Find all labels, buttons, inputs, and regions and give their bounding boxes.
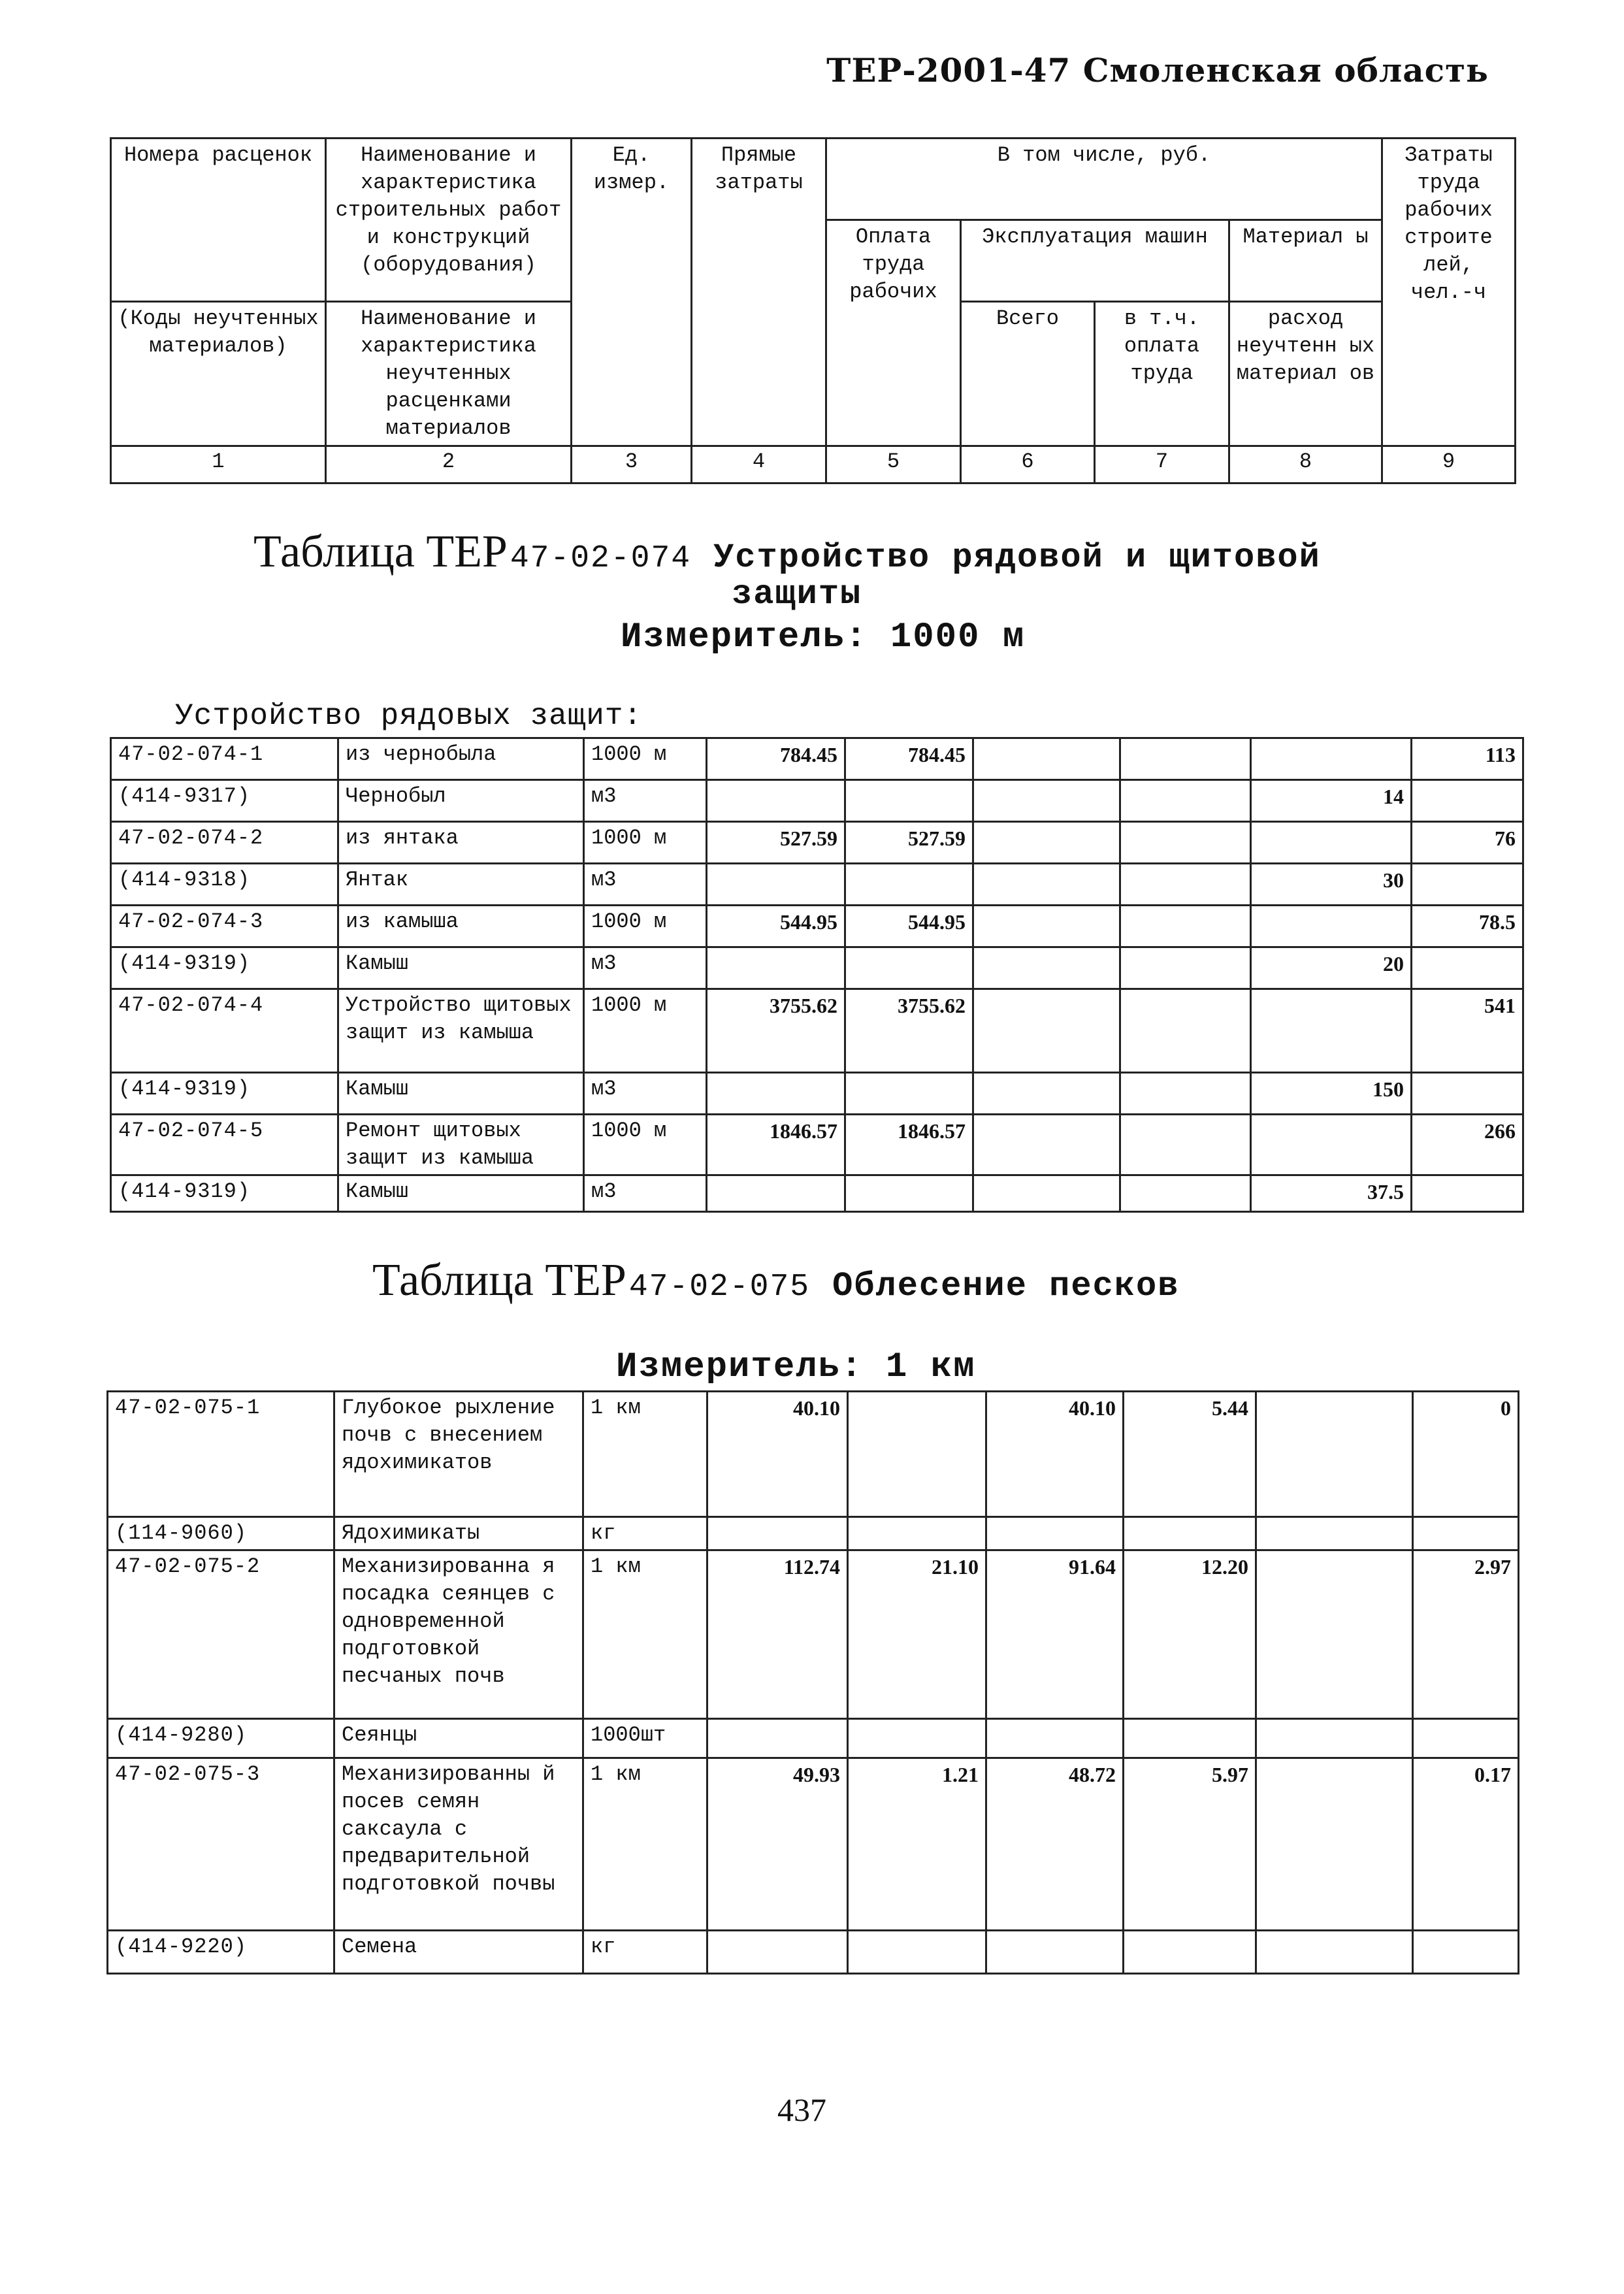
row-materials <box>1256 1392 1413 1517</box>
row-code: (414-9220) <box>108 1931 334 1974</box>
row-machines-labor <box>1124 1719 1256 1758</box>
row-labor-hours: 2.97 <box>1413 1550 1519 1719</box>
table74-title <box>253 526 1321 578</box>
table74-title-prefix: Таблица ТЕР <box>253 527 508 577</box>
row-materials <box>1256 1517 1413 1550</box>
header-codes: Номера расценок <box>111 139 326 302</box>
header-machines: Эксплуатация машин <box>961 220 1229 302</box>
col-number: 9 <box>1382 446 1516 483</box>
table-row <box>111 780 1523 822</box>
row-labor-hours <box>1412 947 1523 989</box>
row-machines-labor <box>1124 1517 1256 1550</box>
row-direct-costs: 784.45 <box>707 738 845 780</box>
row-name: Янтак <box>338 864 584 906</box>
col-number: 1 <box>111 446 326 483</box>
row-unit: м3 <box>584 864 707 906</box>
row-direct-costs <box>707 1073 845 1115</box>
table-row <box>111 906 1523 947</box>
header-including: В том числе, руб. <box>826 139 1382 220</box>
table-row <box>108 1392 1519 1517</box>
header-machines-labor: в т.ч. оплата труда <box>1095 302 1229 446</box>
row-direct-costs <box>707 1931 848 1974</box>
row-direct-costs <box>707 947 845 989</box>
row-name: Камыш <box>338 947 584 989</box>
row-unit: 1000 м <box>584 906 707 947</box>
table74-meter: Измеритель: 1000 м <box>621 617 1026 657</box>
row-unit: м3 <box>584 780 707 822</box>
row-labor-pay <box>845 1175 973 1212</box>
row-materials <box>1251 822 1412 864</box>
row-labor-hours <box>1412 780 1523 822</box>
row-labor-pay: 21.10 <box>848 1550 986 1719</box>
row-materials <box>1256 1931 1413 1974</box>
row-unit: 1 км <box>583 1550 707 1719</box>
row-labor-hours: 0.17 <box>1413 1758 1519 1931</box>
table-row <box>108 1517 1519 1550</box>
row-labor-hours <box>1413 1719 1519 1758</box>
row-machines-labor <box>1120 947 1251 989</box>
row-labor-pay <box>848 1392 986 1517</box>
row-machines-labor <box>1120 822 1251 864</box>
table-row <box>111 1175 1523 1212</box>
row-name: Сеянцы <box>334 1719 583 1758</box>
row-materials: 37.5 <box>1251 1175 1412 1212</box>
row-labor-pay <box>845 864 973 906</box>
row-labor-hours: 113 <box>1412 738 1523 780</box>
row-code: (414-9317) <box>111 780 338 822</box>
row-machines-total <box>986 1719 1124 1758</box>
row-materials <box>1256 1758 1413 1931</box>
row-labor-pay <box>848 1931 986 1974</box>
row-code: 47-02-075-2 <box>108 1550 334 1719</box>
row-direct-costs: 3755.62 <box>707 989 845 1073</box>
row-direct-costs: 49.93 <box>707 1758 848 1931</box>
row-direct-costs <box>707 780 845 822</box>
row-machines-labor <box>1120 906 1251 947</box>
row-machines-labor <box>1120 1115 1251 1175</box>
row-machines-total <box>986 1931 1124 1974</box>
row-materials: 20 <box>1251 947 1412 989</box>
col-number: 2 <box>326 446 572 483</box>
row-unit: 1000 м <box>584 738 707 780</box>
row-unit: кг <box>583 1517 707 1550</box>
row-machines-labor: 5.44 <box>1124 1392 1256 1517</box>
row-code: 47-02-075-1 <box>108 1392 334 1517</box>
row-unit: м3 <box>584 947 707 989</box>
row-name: из янтака <box>338 822 584 864</box>
row-machines-labor: 12.20 <box>1124 1550 1256 1719</box>
row-unit: м3 <box>584 1175 707 1212</box>
table-row <box>108 1550 1519 1719</box>
row-machines-total <box>973 780 1120 822</box>
row-labor-hours <box>1413 1931 1519 1974</box>
table74-title-name: Устройство рядовой и щитовой <box>713 538 1321 577</box>
row-direct-costs <box>707 1175 845 1212</box>
row-unit: 1 км <box>583 1392 707 1517</box>
table-row <box>111 1073 1523 1115</box>
row-code: 47-02-074-4 <box>111 989 338 1073</box>
table-row <box>111 947 1523 989</box>
row-machines-total <box>973 1115 1120 1175</box>
table74 <box>110 737 1524 1213</box>
row-machines-labor <box>1120 864 1251 906</box>
row-labor-hours <box>1412 864 1523 906</box>
row-machines-total <box>986 1517 1124 1550</box>
row-machines-total <box>973 738 1120 780</box>
row-code: (414-9319) <box>111 1073 338 1115</box>
row-labor-pay: 527.59 <box>845 822 973 864</box>
row-code: (114-9060) <box>108 1517 334 1550</box>
row-machines-total: 48.72 <box>986 1758 1124 1931</box>
row-unit: 1000шт <box>583 1719 707 1758</box>
row-labor-hours <box>1412 1073 1523 1115</box>
row-machines-total <box>973 1175 1120 1212</box>
row-labor-pay: 1846.57 <box>845 1115 973 1175</box>
header-name: Наименование и характеристика строительных работ и конструкций (оборудования) <box>326 139 572 302</box>
row-machines-total <box>973 906 1120 947</box>
row-name: Камыш <box>338 1073 584 1115</box>
table75-title <box>372 1254 1179 1307</box>
header-material-consumption: расход неучтенн ых материал ов <box>1229 302 1382 446</box>
table75-title-prefix: Таблица ТЕР <box>372 1255 626 1305</box>
header-material-names: Наименование и характеристика неучтенных расценками материалов <box>326 302 572 446</box>
table75-title-code: 47-02-075 <box>628 1270 811 1305</box>
table74-title-line2 <box>732 575 862 614</box>
row-labor-pay <box>848 1719 986 1758</box>
row-code: (414-9319) <box>111 1175 338 1212</box>
row-labor-pay: 784.45 <box>845 738 973 780</box>
table-row <box>108 1758 1519 1931</box>
page-number: 437 <box>777 2091 826 2128</box>
header-labor-pay: Оплата труда рабочих <box>826 220 961 446</box>
col-number: 7 <box>1095 446 1229 483</box>
row-labor-hours <box>1412 1175 1523 1212</box>
row-labor-pay <box>848 1517 986 1550</box>
row-labor-pay <box>845 780 973 822</box>
row-labor-hours: 266 <box>1412 1115 1523 1175</box>
row-code: 47-02-074-1 <box>111 738 338 780</box>
row-labor-pay: 544.95 <box>845 906 973 947</box>
row-machines-total <box>973 822 1120 864</box>
row-materials: 14 <box>1251 780 1412 822</box>
table-row <box>111 989 1523 1073</box>
col-number: 3 <box>572 446 692 483</box>
row-machines-total <box>973 1073 1120 1115</box>
table75-title-name: Облесение песков <box>832 1267 1180 1305</box>
row-labor-hours: 0 <box>1413 1392 1519 1517</box>
row-name: Семена <box>334 1931 583 1974</box>
row-name: Ремонт щитовых защит из камыша <box>338 1115 584 1175</box>
row-name: Чернобыл <box>338 780 584 822</box>
header-direct-costs: Прямые затраты <box>692 139 826 446</box>
row-machines-labor <box>1124 1931 1256 1974</box>
row-code: (414-9280) <box>108 1719 334 1758</box>
row-machines-labor: 5.97 <box>1124 1758 1256 1931</box>
document-title: ТЕР-2001-47 Смоленская область <box>826 51 1489 90</box>
row-machines-labor <box>1120 989 1251 1073</box>
table74-subtitle: Устройство рядовых защит: <box>175 699 643 733</box>
table-row <box>111 822 1523 864</box>
header-table <box>110 137 1516 484</box>
row-labor-hours: 541 <box>1412 989 1523 1073</box>
table75 <box>106 1390 1519 1974</box>
header-unit: Ед. измер. <box>572 139 692 446</box>
row-unit: 1 км <box>583 1758 707 1931</box>
table74-title-code: 47-02-074 <box>510 541 692 576</box>
row-direct-costs: 112.74 <box>707 1550 848 1719</box>
row-name: Камыш <box>338 1175 584 1212</box>
header-material-codes: (Коды неучтенных материалов) <box>111 302 326 446</box>
row-code: 47-02-074-2 <box>111 822 338 864</box>
header-labor-hours: Затраты труда рабочих строите лей, чел.-ч <box>1382 139 1516 446</box>
row-machines-labor <box>1120 780 1251 822</box>
row-code: (414-9318) <box>111 864 338 906</box>
row-labor-pay <box>845 1073 973 1115</box>
row-materials <box>1256 1719 1413 1758</box>
row-direct-costs: 40.10 <box>707 1392 848 1517</box>
row-machines-labor <box>1120 738 1251 780</box>
row-materials <box>1251 738 1412 780</box>
row-materials <box>1251 906 1412 947</box>
row-code: 47-02-074-5 <box>111 1115 338 1175</box>
row-unit: м3 <box>584 1073 707 1115</box>
table74-title-name-2: защиты <box>732 575 862 614</box>
row-unit: 1000 м <box>584 989 707 1073</box>
table75-meter: Измеритель: 1 км <box>616 1347 976 1387</box>
row-machines-total <box>973 947 1120 989</box>
row-name: Устройство щитовых защит из камыша <box>338 989 584 1073</box>
header-machines-total: Всего <box>961 302 1095 446</box>
row-direct-costs: 527.59 <box>707 822 845 864</box>
row-direct-costs <box>707 1517 848 1550</box>
row-labor-hours: 78.5 <box>1412 906 1523 947</box>
row-materials <box>1251 989 1412 1073</box>
row-machines-total: 91.64 <box>986 1550 1124 1719</box>
row-name: Глубокое рыхление почв с внесением ядохимикатов <box>334 1392 583 1517</box>
table-row <box>111 738 1523 780</box>
table-row <box>111 1115 1523 1175</box>
row-name: Механизированны й посев семян саксаула с предварительной подготовкой почвы <box>334 1758 583 1931</box>
row-unit: 1000 м <box>584 822 707 864</box>
row-labor-hours: 76 <box>1412 822 1523 864</box>
col-number: 5 <box>826 446 961 483</box>
row-labor-pay: 1.21 <box>848 1758 986 1931</box>
row-materials <box>1251 1115 1412 1175</box>
table-row <box>111 864 1523 906</box>
col-number: 4 <box>692 446 826 483</box>
row-materials <box>1256 1550 1413 1719</box>
row-machines-total: 40.10 <box>986 1392 1124 1517</box>
col-number: 8 <box>1229 446 1382 483</box>
col-number: 6 <box>961 446 1095 483</box>
row-direct-costs <box>707 1719 848 1758</box>
row-machines-total <box>973 864 1120 906</box>
row-labor-pay <box>845 947 973 989</box>
row-materials: 30 <box>1251 864 1412 906</box>
row-machines-labor <box>1120 1073 1251 1115</box>
row-name: из чернобыла <box>338 738 584 780</box>
table-row <box>108 1931 1519 1974</box>
row-name: Ядохимикаты <box>334 1517 583 1550</box>
row-name: Механизированна я посадка сеянцев с одновременной подготовкой песчаных почв <box>334 1550 583 1719</box>
row-code: (414-9319) <box>111 947 338 989</box>
row-code: 47-02-074-3 <box>111 906 338 947</box>
header-materials: Материал ы <box>1229 220 1382 302</box>
row-direct-costs: 544.95 <box>707 906 845 947</box>
row-direct-costs: 1846.57 <box>707 1115 845 1175</box>
row-name: из камыша <box>338 906 584 947</box>
row-unit: 1000 м <box>584 1115 707 1175</box>
row-materials: 150 <box>1251 1073 1412 1115</box>
row-direct-costs <box>707 864 845 906</box>
table-row <box>108 1719 1519 1758</box>
row-labor-pay: 3755.62 <box>845 989 973 1073</box>
row-unit: кг <box>583 1931 707 1974</box>
row-labor-hours <box>1413 1517 1519 1550</box>
row-machines-total <box>973 989 1120 1073</box>
row-machines-labor <box>1120 1175 1251 1212</box>
row-code: 47-02-075-3 <box>108 1758 334 1931</box>
